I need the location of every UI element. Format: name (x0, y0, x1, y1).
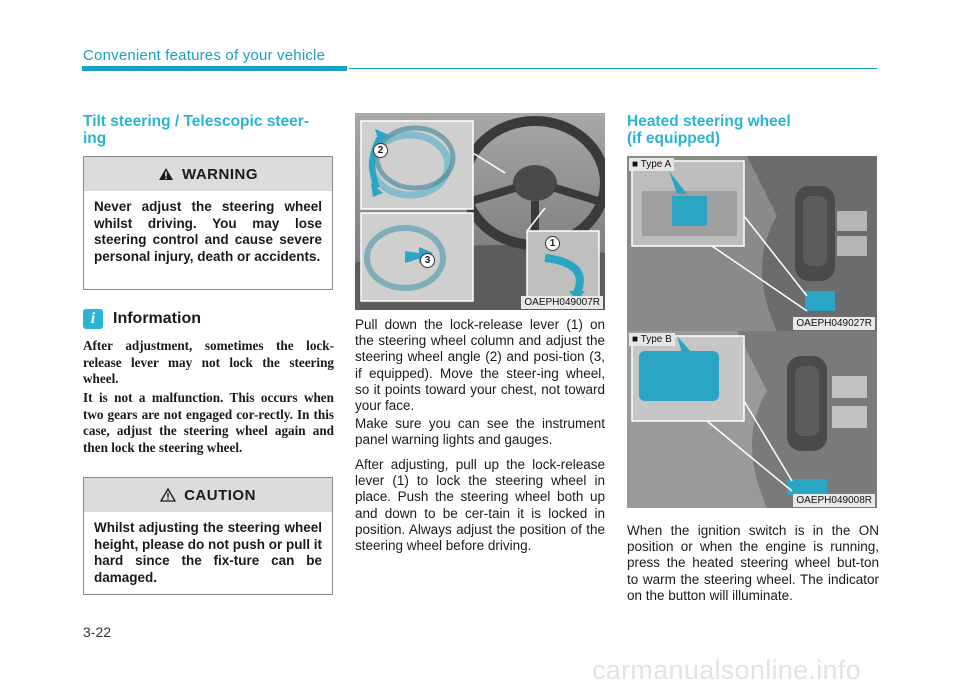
callout-1: 1 (545, 236, 560, 251)
figure-code-type-a: OAEPH049027R (793, 317, 875, 330)
heated-steering-heading: Heated steering wheel (if equipped) (627, 113, 791, 147)
tilt-steering-heading: Tilt steering / Telescopic steer- ing (83, 113, 309, 147)
header-rule-thick (82, 66, 347, 71)
warning-label: WARNING (182, 165, 258, 183)
callout-3: 3 (420, 253, 435, 268)
type-a-label: ■ Type A (629, 158, 674, 171)
steering-wheel-illustration (355, 113, 605, 310)
figure-code: OAEPH049007R (521, 296, 603, 309)
steering-adjustment-figure (355, 113, 605, 310)
watermark: carmanualsonline.info (592, 655, 861, 685)
running-header: Convenient features of your vehicle (83, 47, 326, 64)
middle-paragraph-3: After adjusting, pull up the lock-release lever (1) to lock the steering wheel in place. Push the steering wheel both up and down to be cer-tain it is locked in position. Always adjust the position of the steering wheel before driving. (355, 457, 605, 554)
console-type-a-illustration (627, 156, 877, 331)
console-type-b-illustration (627, 331, 877, 508)
warning-text: Never adjust the steering wheel whilst driving. You may lose steering control and cause severe personal injury, death or accidents. (94, 199, 322, 264)
right-paragraph-1: When the ignition switch is in the ON position or when the engine is running, press the heated steering wheel but-ton to warm the steering wheel. The indicator on the button will illuminate. (627, 523, 879, 603)
information-paragraph-2: It is not a malfunction. This occurs when two gears are not engaged cor-rectly. In this case, adjust the steering wheel again and then lock the steering wheel. (83, 390, 334, 455)
heated-button-figure-type-a (627, 156, 877, 331)
callout-2: 2 (373, 143, 388, 158)
information-header (83, 309, 201, 329)
warning-box (83, 156, 333, 290)
middle-paragraph-1: Pull down the lock-release lever (1) on the steering wheel column and adjust the steering wheel angle (2) and posi-tion (3, if equipped). Move the steer-ing wheel, so it points toward your chest, not toward your face. (355, 317, 605, 414)
heated-button-figure-type-b (627, 331, 877, 508)
figure-code-type-b: OAEPH049008R (793, 494, 875, 507)
warning-triangle-icon (158, 167, 174, 181)
info-icon: i (83, 309, 103, 329)
caution-header (84, 478, 332, 512)
middle-paragraph-2: Make sure you can see the instrument panel warning lights and gauges. (355, 416, 605, 448)
header-rule-thin (349, 68, 877, 69)
caution-label: CAUTION (184, 486, 256, 504)
page-number: 3-22 (83, 624, 112, 640)
caution-text: Whilst adjusting the steering wheel height, please do not push or pull it hard since the fix-ture can be damaged. (94, 520, 322, 585)
type-b-label: ■ Type B (629, 333, 675, 346)
information-label: Information (113, 310, 201, 327)
caution-box (83, 477, 333, 595)
warning-header (84, 157, 332, 191)
information-paragraph-1: After adjustment, sometimes the lock-release lever may not lock the steering wheel. (83, 338, 334, 386)
caution-triangle-icon (160, 488, 176, 502)
